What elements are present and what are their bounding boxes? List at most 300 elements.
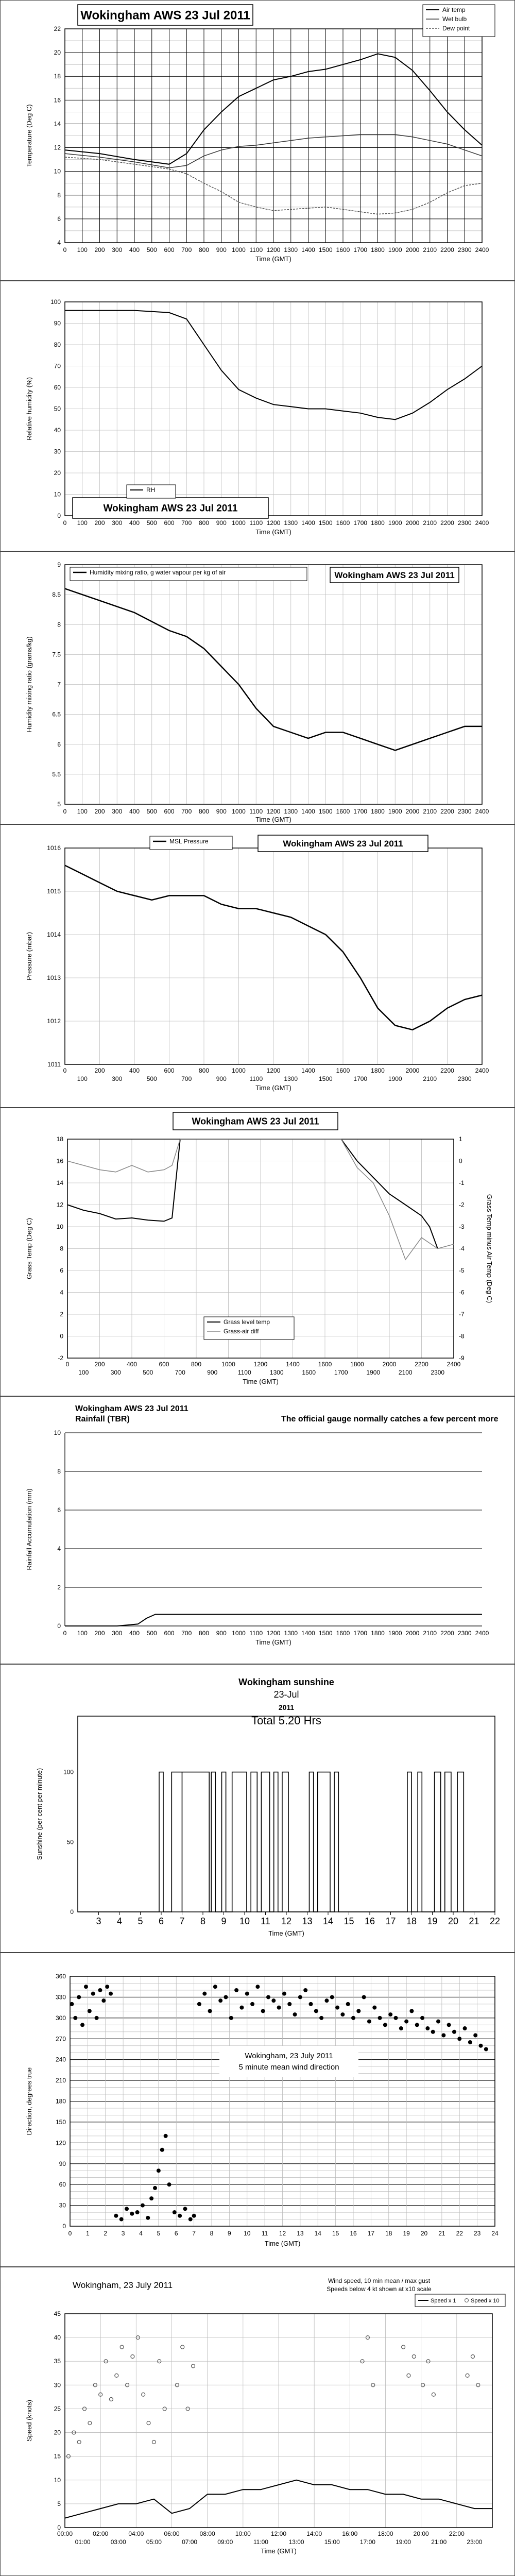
x-tick-label: 700 [181,1075,192,1082]
x-tick-label: 500 [146,1075,157,1082]
legend-entry: Dew point [442,25,470,32]
x-tick-label: 05:00 [146,2538,162,2546]
y-tick-label: 90 [59,2160,66,2167]
wind-direction-point [420,2016,424,2020]
x-tick-label: 2300 [457,1630,472,1637]
wind-direction-point [372,2006,376,2010]
x-tick-label: 1000 [232,808,246,815]
gust-x10-point [131,2355,134,2359]
x-tick-label: 16 [364,1916,375,1926]
y-tick-label: 7 [57,681,61,688]
wind-direction-point [409,2009,414,2013]
wind-direction-point [77,1995,81,1999]
wind-direction-point [119,2217,124,2222]
x-tick-label: 300 [112,1630,123,1637]
x-tick-label: 1900 [388,246,402,253]
wind-direction-point [114,2214,118,2218]
wind-direction-point [479,2044,483,2048]
x-tick-label: 0 [63,246,67,253]
y-tick-label: 9 [57,561,61,568]
mixing-ratio-panel [0,551,515,824]
x-tick-label: 1900 [366,1369,381,1376]
chart-subtitle-total: Total 5.20 Hrs [251,1714,321,1727]
y-tick-label: 18 [56,1136,63,1143]
x-tick-label: 21 [469,1916,479,1926]
x-tick-label: 2100 [423,1075,437,1082]
gust-x10-point [152,2441,156,2444]
y-axis-label: Humidity mixing ratio (grams/kg) [25,636,33,733]
y-tick-label: 360 [55,1973,66,1980]
legend-entry: Humidity mixing ratio, g water vapour per kg of air [90,569,226,576]
rainfall-panel [0,1396,515,1664]
plot-area-frame [78,1716,495,1912]
x-tick-label: 1400 [286,1361,300,1368]
sunshine-chart [1,1665,514,1952]
y-tick-label: 0 [57,1622,61,1630]
pressure-panel [0,824,515,1108]
x-tick-label: 23 [473,2230,481,2237]
wind-direction-point [473,2033,477,2038]
y-right-tick-label: -7 [459,1311,465,1318]
x-tick-label: 17 [367,2230,375,2237]
y-axis-label: Direction, degrees true [25,2067,33,2136]
wind-direction-point [88,2009,92,2013]
y-tick-label: -2 [58,1354,63,1362]
x-tick-label: 1400 [301,1067,315,1074]
x-tick-label: 600 [159,1361,169,1368]
sunshine-trace [78,1772,495,1912]
y-tick-label: 80 [54,341,61,348]
legend-entry: Speed x 10 [471,2298,500,2304]
legend-entry: Grass level temp [224,1318,270,1326]
x-tick-label: 1200 [266,519,281,527]
y-right-tick-label: -3 [459,1223,465,1230]
x-tick-label: 500 [146,246,157,253]
y-tick-label: 1012 [47,1018,61,1025]
legend-note: Speeds below 4 kt shown at x10 scale [327,2285,432,2293]
x-tick-label: 1000 [232,1630,246,1637]
y-tick-label: 270 [55,2035,66,2043]
y-tick-label: 20 [54,49,61,57]
legend-entry: Grass-air diff [224,1328,259,1335]
x-tick-label: 800 [198,1067,210,1074]
gust-x10-point [109,2398,113,2401]
x-tick-label: 19 [403,2230,410,2237]
x-tick-label: 100 [78,1369,89,1376]
y-right-tick-label: -1 [459,1179,465,1187]
y-tick-label: 22 [54,25,61,32]
y-right-axis-label: Grass Temp minus Air Temp (Deg C) [486,1194,493,1303]
x-tick-label: 1800 [350,1361,364,1368]
y-tick-label: 120 [55,2139,66,2147]
gust-x10-point [432,2393,435,2396]
x-tick-label: 15 [344,1916,354,1926]
x-tick-label: 9 [221,1916,227,1926]
y-tick-label: 6 [57,215,61,223]
x-tick-label: 500 [146,808,157,815]
wind-direction-point [287,2002,291,2006]
x-tick-label: 18:00 [377,2530,393,2537]
y-axis-label: Temperature (Deg C) [25,104,33,167]
wind-direction-point [277,2006,281,2010]
x-tick-label: 700 [181,246,192,253]
y-tick-label: 5 [57,2500,61,2507]
legend-entry: Speed x 1 [431,2298,456,2304]
wind-direction-point [183,2207,187,2211]
wind-direction-point [362,1995,366,1999]
y-tick-label: 10 [54,2476,61,2484]
x-tick-label: 8 [200,1916,206,1926]
x-tick-label: 2200 [440,246,454,253]
y-tick-label: 8 [57,1468,61,1475]
gust-x10-point [147,2421,150,2425]
wind-direction-point [309,2002,313,2006]
x-tick-label: 1600 [336,808,350,815]
x-tick-label: 200 [94,1630,105,1637]
legend-entry: RH [146,486,156,494]
wind-direction-point [160,2148,164,2152]
x-tick-label: 1700 [334,1369,348,1376]
wind-direction-point [234,1988,238,1992]
x-tick-label: 07:00 [182,2538,198,2546]
wind-direction-point [255,1985,260,1989]
x-tick-label: 400 [126,1361,138,1368]
x-tick-label: 1300 [284,246,298,253]
y-tick-label: 45 [54,2310,61,2317]
x-tick-label: 2400 [475,1067,489,1074]
y-tick-label: 8 [57,621,61,629]
x-tick-label: 1000 [232,1067,246,1074]
x-tick-label: 5 [157,2230,161,2237]
y-right-tick-label: -5 [459,1267,465,1274]
x-tick-label: 21 [438,2230,445,2237]
x-axis-label: Time (GMT) [255,255,291,263]
x-tick-label: 20:00 [413,2530,429,2537]
x-tick-label: 13 [302,1916,313,1926]
y-right-tick-label: 1 [459,1136,462,1143]
y-tick-label: 2 [60,1311,63,1318]
gust-x10-point [192,2364,195,2368]
x-tick-label: 20 [420,2230,428,2237]
chart-subtitle-date: 23-Jul [273,1689,299,1700]
chart-title: Wokingham AWS 23 Jul 2011 [80,8,250,23]
x-tick-label: 300 [112,519,123,527]
x-tick-label: 600 [164,808,175,815]
y-tick-label: 100 [63,1768,74,1776]
x-tick-label: 14:00 [306,2530,322,2537]
gust-x10-point [115,2374,118,2377]
y-tick-label: 10 [56,1223,63,1230]
x-tick-label: 2 [104,2230,108,2237]
x-tick-label: 1600 [318,1361,332,1368]
y-right-tick-label: 0 [459,1157,462,1165]
x-tick-label: 0 [65,1361,70,1368]
y-tick-label: 30 [59,2201,66,2209]
x-tick-label: 100 [77,1630,88,1637]
x-tick-label: 2100 [423,519,437,527]
x-tick-label: 5 [138,1916,143,1926]
humidity-panel [0,281,515,551]
wind-direction-point [346,2002,350,2006]
x-tick-label: 10:00 [235,2530,251,2537]
x-tick-label: 300 [112,1075,123,1082]
x-tick-label: 22:00 [449,2530,465,2537]
series-line-1 [65,1615,482,1626]
wind-direction-point [157,2168,161,2173]
chart-title: Wokingham AWS 23 Jul 2011 [75,1404,188,1413]
gust-x10-point [120,2345,124,2349]
gust-x10-point [88,2421,92,2425]
x-tick-label: 23:00 [467,2538,483,2546]
wind-direction-point [105,1985,109,1989]
x-tick-label: 1100 [249,519,263,527]
x-tick-label: 1100 [249,246,263,253]
y-tick-label: 12 [54,144,61,151]
wind-direction-point [70,2002,74,2006]
x-tick-label: 1500 [318,1075,333,1082]
grass-temperature-chart [1,1108,514,1396]
x-tick-label: 12 [279,2230,286,2237]
x-tick-label: 2400 [475,808,489,815]
rainfall-chart [1,1397,514,1664]
x-axis-label: Time (GMT) [255,528,291,536]
y-tick-label: 30 [54,448,61,455]
x-tick-label: 2200 [440,1630,454,1637]
x-tick-label: 1400 [301,808,315,815]
y-tick-label: 100 [50,298,61,306]
x-tick-label: 900 [216,808,227,815]
x-tick-label: 1700 [353,246,368,253]
y-tick-label: 15 [54,2452,61,2460]
wind-direction-point [404,2020,408,2024]
x-tick-label: 1700 [353,1075,368,1082]
x-tick-label: 09:00 [217,2538,233,2546]
legend-entry: MSL Pressure [169,838,209,845]
x-tick-label: 15 [332,2230,339,2237]
x-tick-label: 800 [198,1630,210,1637]
wind-direction-point [239,2006,244,2010]
wind-direction-point [135,2210,140,2214]
x-tick-label: 04:00 [128,2530,144,2537]
x-tick-label: 800 [198,519,210,527]
y-tick-label: 16 [56,1157,63,1165]
x-tick-label: 500 [146,519,157,527]
y-tick-label: 0 [57,2524,61,2531]
x-tick-label: 16 [350,2230,357,2237]
x-tick-label: 2000 [405,519,420,527]
wind-direction-point [91,1992,95,1996]
x-tick-label: 7 [192,2230,196,2237]
x-tick-label: 0 [63,519,67,527]
x-tick-label: 1500 [318,519,333,527]
wind-direction-point [324,1998,329,2003]
x-tick-label: 1200 [266,1067,281,1074]
y-tick-label: 12 [56,1201,63,1209]
x-tick-label: 15:00 [324,2538,340,2546]
y-axis-label: Speed (knots) [25,2400,33,2442]
x-tick-label: 6 [174,2230,178,2237]
x-tick-label: 1900 [388,519,402,527]
wind-direction-point [202,1992,207,1996]
chart-title: Wokingham AWS 23 Jul 2011 [283,838,403,849]
wind-direction-point [98,1988,102,1992]
wind-direction-point [266,1995,270,1999]
wind-direction-point [351,2016,355,2020]
wind-direction-point [192,2214,196,2218]
y-right-tick-label: -8 [459,1332,465,1340]
x-tick-label: 1 [86,2230,90,2237]
x-tick-label: 0 [68,2230,72,2237]
wind-direction-point [213,1985,217,1989]
x-tick-label: 200 [94,1067,105,1074]
x-axis-label: Time (GMT) [255,1638,291,1646]
x-tick-label: 13 [297,2230,304,2237]
x-tick-label: 14 [322,1916,334,1926]
wind-direction-point [146,2216,150,2220]
wind-direction-point [367,2020,371,2024]
x-tick-label: 1700 [353,1630,368,1637]
x-tick-label: 1800 [371,1067,385,1074]
x-tick-label: 2200 [440,1067,454,1074]
x-tick-label: 14 [314,2230,321,2237]
y-tick-label: 1013 [47,974,61,981]
y-tick-label: 0 [60,1332,63,1340]
gust-x10-point [77,2441,81,2444]
x-tick-label: 1200 [266,1630,281,1637]
y-tick-label: 240 [55,2056,66,2063]
x-tick-label: 1300 [284,519,298,527]
x-tick-label: 02:00 [93,2530,109,2537]
wind-direction-point [335,2006,339,2010]
gust-x10-point [181,2345,184,2349]
chart-title: Wokingham AWS 23 Jul 2011 [103,503,238,514]
wind-direction-point [436,2020,440,2024]
y-tick-label: 70 [54,362,61,370]
x-tick-label: 10 [244,2230,251,2237]
y-tick-label: 14 [56,1179,63,1187]
chart-note: The official gauge normally catches a few percent more [281,1415,499,1423]
wind-direction-point [153,2186,157,2190]
x-tick-label: 100 [77,519,88,527]
y-tick-label: 5.5 [52,770,61,778]
y-tick-label: 210 [55,2077,66,2084]
x-tick-label: 1200 [266,808,281,815]
x-tick-label: 1500 [318,246,333,253]
chart-title: Wokingham AWS 23 Jul 2011 [334,570,455,580]
pressure-chart [1,825,514,1107]
x-tick-label: 03:00 [110,2538,126,2546]
x-tick-label: 600 [164,519,175,527]
gust-x10-point [412,2355,416,2359]
wind-direction-point [303,1988,307,1992]
chart-title: Wokingham AWS 23 Jul 2011 [192,1116,319,1127]
x-tick-label: 01:00 [75,2538,91,2546]
y-tick-label: 1015 [47,888,61,895]
x-tick-label: 10 [239,1916,250,1926]
x-tick-label: 1800 [371,519,385,527]
y-tick-label: 60 [59,2181,66,2189]
wind-direction-point [73,2016,77,2020]
x-axis-label: Time (GMT) [264,2240,301,2247]
x-tick-label: 2000 [405,1630,420,1637]
wind-direction-point [149,2196,153,2200]
wind-direction-point [282,1992,286,1996]
x-tick-label: 2200 [440,519,454,527]
x-tick-label: 300 [110,1369,121,1376]
x-tick-label: 2300 [457,246,472,253]
y-tick-label: 5 [57,801,61,808]
y-tick-label: 330 [55,1993,66,2001]
gust-x10-point [471,2355,474,2359]
x-tick-label: 2400 [447,1361,461,1368]
x-tick-label: 2000 [405,1067,420,1074]
x-tick-label: 1900 [388,808,402,815]
x-tick-label: 2300 [431,1369,445,1376]
chart-title: Wokingham, 23 July 2011 [245,2052,333,2060]
x-tick-label: 100 [77,1075,88,1082]
y-tick-label: 2 [57,1584,61,1591]
x-tick-label: 1400 [301,1630,315,1637]
wind-direction-point [178,2214,182,2218]
x-tick-label: 900 [216,519,227,527]
y-tick-label: 20 [54,469,61,477]
y-tick-label: 18 [54,73,61,80]
x-tick-label: 600 [164,246,175,253]
x-tick-label: 1300 [284,808,298,815]
chart-subtitle-year: 2011 [278,1703,295,1711]
x-tick-label: 0 [63,1630,67,1637]
y-tick-label: 40 [54,427,61,434]
x-tick-label: 1500 [302,1369,316,1376]
x-tick-label: 1300 [269,1369,284,1376]
y-tick-label: 14 [54,120,61,128]
x-tick-label: 1800 [371,808,385,815]
y-tick-label: 25 [54,2405,61,2413]
y-tick-label: 30 [54,2381,61,2389]
y-tick-label: 1014 [47,931,61,938]
wind-direction-point [167,2182,171,2187]
y-tick-label: 0 [70,1908,74,1916]
wind-direction-point [229,2016,233,2020]
wind-direction-point [330,1995,334,1999]
x-tick-label: 500 [143,1369,153,1376]
wind-direction-point [314,2009,318,2013]
x-tick-label: 12 [281,1916,292,1926]
x-tick-label: 1200 [253,1361,268,1368]
y-axis-label: Rainfall Accumulation (mm) [25,1488,33,1570]
wind-speed-chart [1,2267,514,2575]
y-tick-label: 10 [54,167,61,175]
x-tick-label: 1600 [336,519,350,527]
wind-direction-point [356,2009,360,2013]
x-tick-label: 600 [164,1630,175,1637]
x-tick-label: 2300 [457,1075,472,1082]
y-tick-label: 7.5 [52,651,61,658]
x-tick-label: 300 [112,246,123,253]
wind-direction-point [245,1992,249,1996]
gust-x10-point [466,2374,469,2377]
x-tick-label: 2200 [415,1361,428,1368]
sunshine-panel [0,1664,515,1953]
wind-direction-point [141,2204,145,2208]
chart-title: Wokingham sunshine [238,1677,334,1687]
series-line-1 [67,1139,438,1249]
y-tick-label: 8 [60,1245,63,1252]
wind-direction-point [378,2016,382,2020]
x-tick-label: 17 [385,1916,396,1926]
x-tick-label: 1300 [284,1630,298,1637]
wind-direction-point [84,1985,88,1989]
